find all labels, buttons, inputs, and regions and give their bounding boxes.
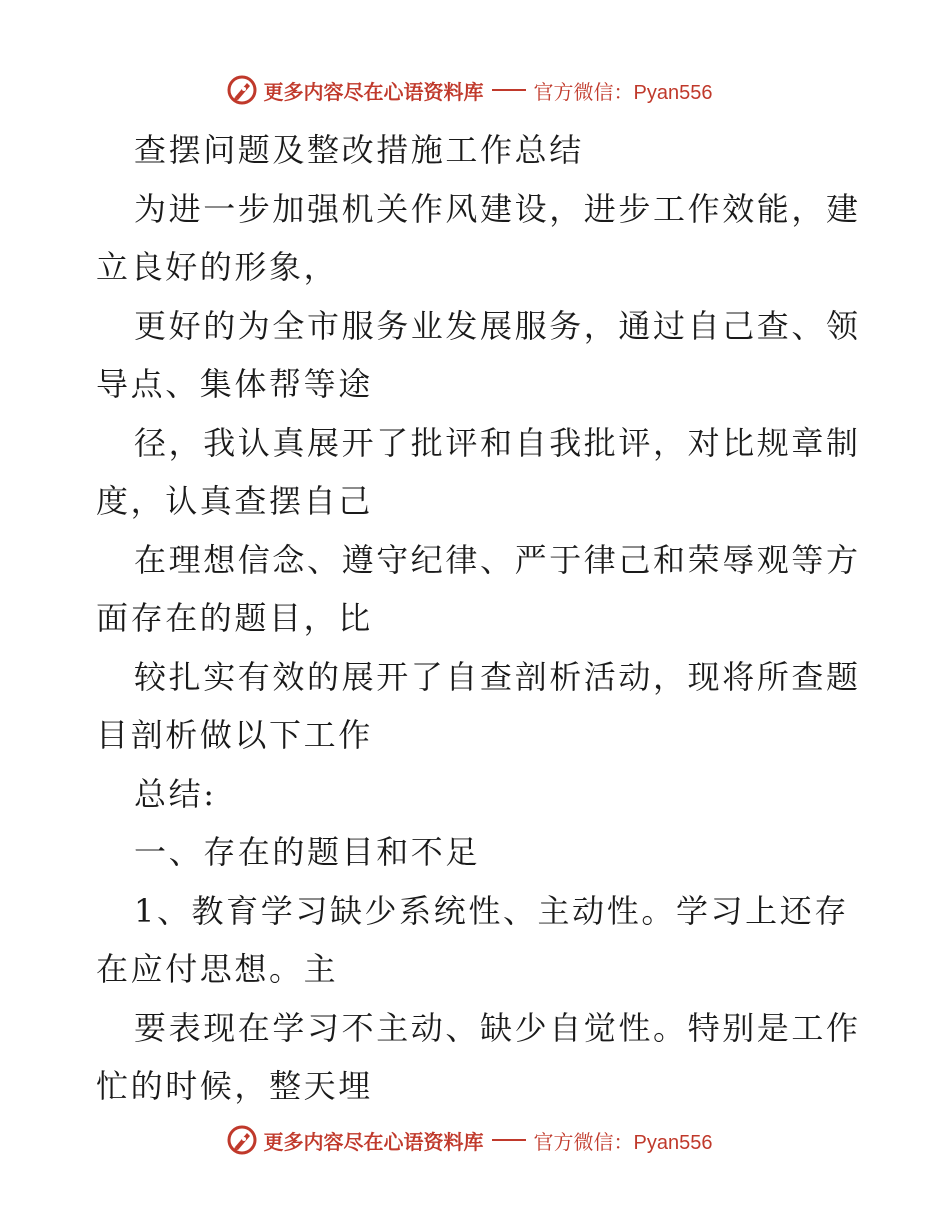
footer-watermark-banner <box>0 1122 950 1158</box>
paragraph-line: 要表现在学习不主动、缺少自觉性。特别是工作 <box>134 1008 861 1047</box>
paragraph-line: 径，我认真展开了批评和自我批评，对比规章制 <box>134 423 861 462</box>
footer-wechat-id: Pyan556 <box>633 1131 713 1154</box>
footer-wechat-label: 官方微信： <box>533 1129 634 1154</box>
paragraph-line: 在理想信念、遵守纪律、严于律己和荣辱观等方 <box>134 540 861 579</box>
paragraph-line: 面存在的题目，比 <box>96 599 373 637</box>
header-wechat-id: Pyan556 <box>633 81 713 104</box>
paragraph-line: 更好的为全市服务业发展服务，通过自己查、领 <box>134 306 861 345</box>
footer-banner-title: 更多内容尽在心语资料库 <box>263 1129 484 1154</box>
header-banner-wechat <box>534 76 713 105</box>
header-watermark-banner <box>0 72 950 108</box>
footer-banner-dash <box>492 1139 526 1141</box>
footer-banner-wechat <box>534 1126 713 1155</box>
document-title: 查摆问题及整改措施工作总结 <box>134 131 584 169</box>
paragraph-line: 在应付思想。主 <box>96 950 339 988</box>
pen-logo-icon <box>226 1124 258 1156</box>
header-wechat-label: 官方微信： <box>533 79 634 104</box>
header-banner-title: 更多内容尽在心语资料库 <box>263 79 484 104</box>
paragraph-line: 1、教育学习缺少系统性、主动性。学习上还存 <box>134 891 849 930</box>
paragraph-line: 为进一步加强机关作风建设，进步工作效能，建 <box>134 189 861 228</box>
paragraph-line: 目剖析做以下工作 <box>96 716 373 754</box>
pen-logo-icon <box>226 74 258 106</box>
document-body <box>96 121 861 1116</box>
footer-banner-content <box>226 1124 713 1156</box>
header-banner-content <box>226 74 713 106</box>
paragraph-line: 导点、集体帮等途 <box>96 365 373 403</box>
paragraph-line: 忙的时候，整天埋 <box>96 1067 373 1105</box>
paragraph-line: 度，认真查摆自己 <box>96 482 373 520</box>
section-label: 总结: <box>134 774 217 813</box>
paragraph-line: 较扎实有效的展开了自查剖析活动，现将所查题 <box>134 657 861 696</box>
paragraph-line: 立良好的形象， <box>96 248 339 286</box>
section-heading: 一、存在的题目和不足 <box>134 833 481 871</box>
header-banner-dash <box>492 89 526 91</box>
